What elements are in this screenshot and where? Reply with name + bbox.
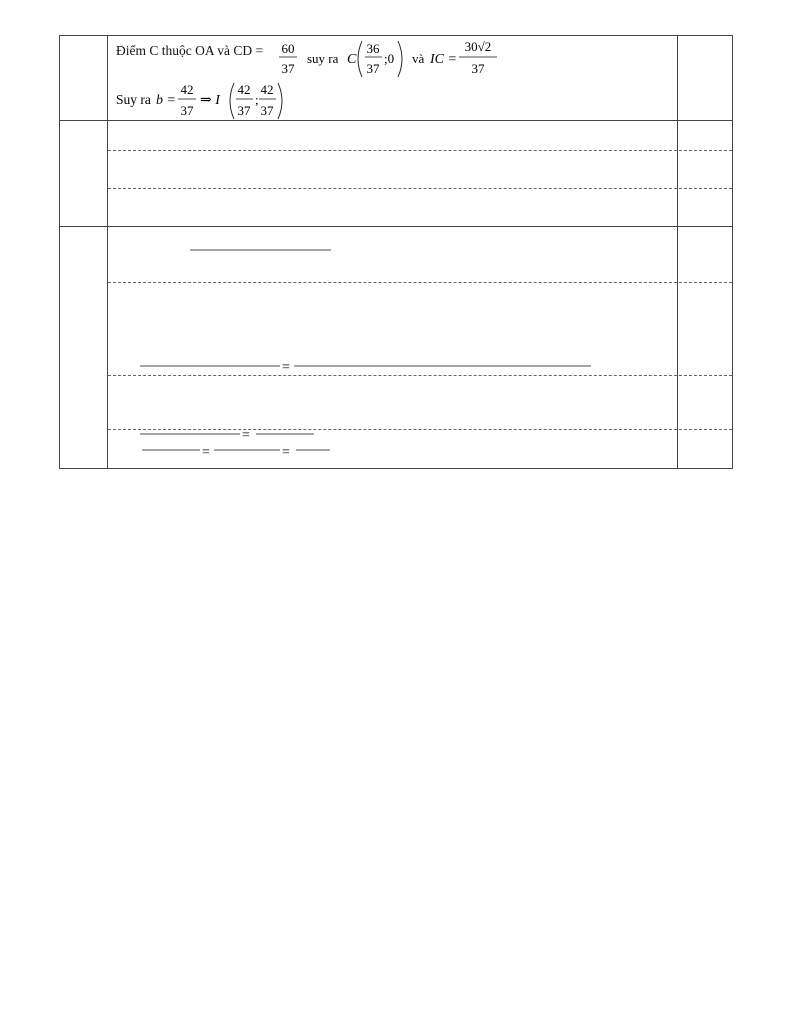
answer-table <box>59 35 733 469</box>
frac-num: 42 <box>180 82 194 97</box>
question-6-step-3 <box>60 429 734 470</box>
row-divider-dashed <box>108 188 732 189</box>
r1-formulas <box>60 36 734 120</box>
frac-den: 37 <box>366 61 380 76</box>
b-label: b = <box>156 93 176 108</box>
equals-sign: = <box>242 428 250 443</box>
frac-num: 60 <box>281 41 295 56</box>
frac-num: 42 <box>237 82 251 97</box>
frac-den: 37 <box>281 61 295 76</box>
frac-num: 42 <box>260 82 274 97</box>
frac-num: 30√2 <box>464 39 492 54</box>
implies-i: ⇒ I <box>200 93 220 108</box>
frac-den: 37 <box>180 103 194 118</box>
frac-den: 37 <box>260 103 274 118</box>
frac-num: 36 <box>366 41 380 56</box>
ic-label: IC = <box>430 52 457 67</box>
r1-line2-prefix: Suy ra <box>116 92 151 107</box>
equals-sign: = <box>282 445 290 460</box>
point-c-label: C <box>347 52 357 67</box>
equals-sign: = <box>202 445 210 460</box>
frac-den: 37 <box>471 61 485 76</box>
equals-sign: = <box>282 360 290 375</box>
semicolon: ; <box>255 92 259 107</box>
va-text: và <box>412 51 425 66</box>
row-divider-dashed <box>108 150 732 151</box>
frac-den: 37 <box>237 103 251 118</box>
suy-ra-text: suy ra <box>307 51 339 66</box>
r1-line1-prefix: Điểm C thuộc OA và CD = <box>116 43 264 58</box>
coord-rest: ;0 <box>384 51 395 66</box>
row-divider <box>60 120 732 121</box>
